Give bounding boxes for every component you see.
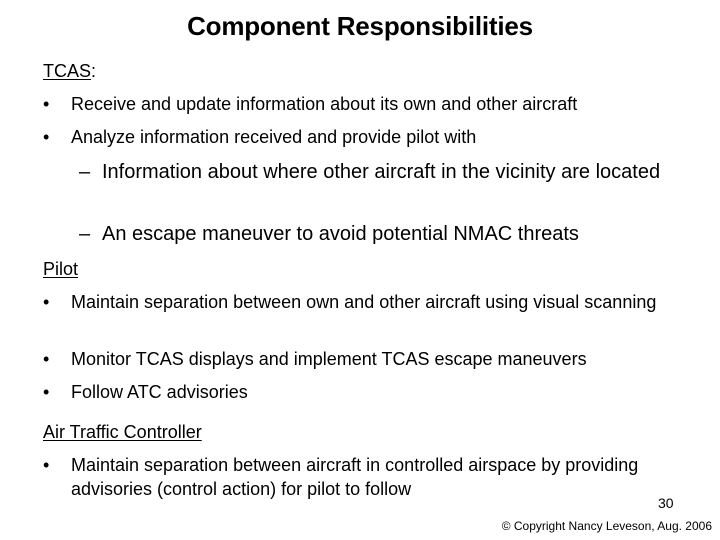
- sub-bullet-text: An escape maneuver to avoid potential NMAC threats: [102, 223, 579, 245]
- list-item: [43, 290, 673, 314]
- section-heading-label: Pilot: [43, 259, 79, 279]
- page-number: 30: [658, 495, 674, 511]
- list-item: [43, 125, 673, 149]
- section-heading-atc: [43, 421, 202, 443]
- section-heading-suffix: :: [91, 61, 97, 81]
- sub-list-item: [79, 159, 669, 186]
- bullet-icon: •: [43, 349, 50, 369]
- bullet-text: Receive and update information about its own and other aircraft: [71, 94, 578, 114]
- section-heading-label: TCAS: [43, 61, 92, 81]
- section-heading-label: Air Traffic Controller: [43, 422, 202, 442]
- bullet-text: Follow ATC advisories: [71, 382, 248, 402]
- bullet-icon: •: [43, 292, 50, 312]
- list-item: [43, 453, 673, 501]
- slide-title: Component Responsibilities: [187, 11, 533, 41]
- bullet-text: Analyze information received and provide pilot with: [71, 127, 477, 147]
- list-item: [43, 347, 673, 371]
- sub-bullet-text: Information about where other aircraft in the vicinity are located: [102, 161, 661, 183]
- bullet-text: Monitor TCAS displays and implement TCAS escape maneuvers: [71, 349, 587, 369]
- bullet-text: Maintain separation between aircraft in controlled airspace by providing advisories (control action) for pilot to follow: [71, 455, 639, 499]
- bullet-icon: •: [43, 382, 50, 402]
- list-item: [43, 92, 673, 116]
- sub-list-item: [79, 221, 669, 248]
- bullet-icon: •: [43, 127, 50, 147]
- bullet-text: Maintain separation between own and other aircraft using visual scanning: [71, 292, 657, 312]
- bullet-icon: •: [43, 455, 50, 475]
- list-item: [43, 380, 673, 404]
- dash-icon: –: [79, 223, 91, 245]
- dash-icon: –: [79, 161, 91, 183]
- bullet-icon: •: [43, 94, 50, 114]
- section-heading-pilot: [43, 258, 78, 280]
- copyright-notice: © Copyright Nancy Leveson, Aug. 2006: [501, 519, 712, 533]
- section-heading-tcas: [43, 60, 96, 82]
